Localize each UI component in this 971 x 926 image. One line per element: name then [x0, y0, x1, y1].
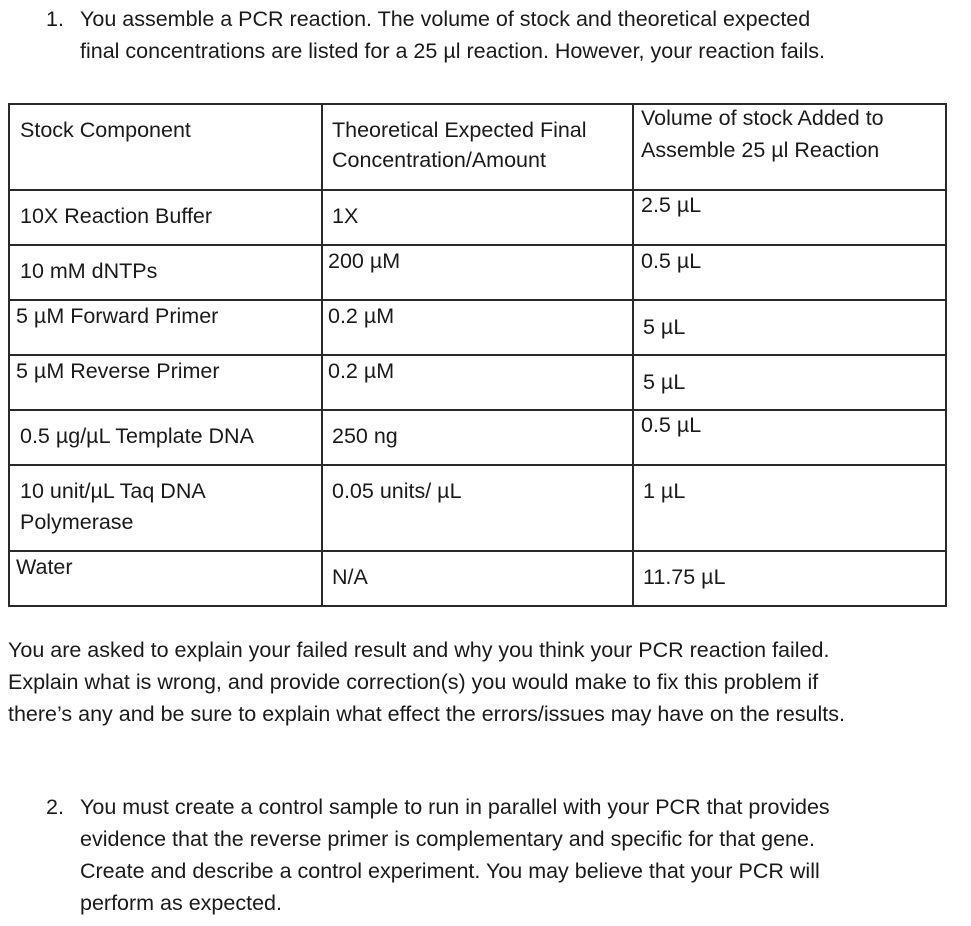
volume-cell — [633, 410, 946, 465]
header-component-label: Stock Component — [20, 118, 191, 142]
component-cell — [9, 355, 322, 410]
question-2-line: evidence that the reverse primer is complementary and specific for that gene. — [80, 827, 815, 851]
component-name: Water — [16, 555, 73, 579]
component-cell — [9, 245, 322, 300]
volume-value: 2.5 µL — [641, 193, 702, 217]
question-1-line: You assemble a PCR reaction. The volume of stock and theoretical expected — [80, 7, 811, 31]
header-volume-label: Assemble 25 µl Reaction — [641, 138, 880, 162]
component-cell — [9, 465, 322, 551]
component-cell — [9, 190, 322, 245]
concentration-cell — [322, 465, 633, 551]
volume-value: 0.5 µL — [641, 413, 702, 437]
table-row — [9, 300, 946, 355]
explanation-line: there’s any and be sure to explain what effect the errors/issues may have on the results. — [8, 702, 845, 726]
concentration-value: 0.05 units/ µL — [332, 479, 462, 503]
concentration-cell — [322, 551, 633, 606]
volume-value: 1 µL — [643, 479, 686, 503]
volume-value: 0.5 µL — [641, 249, 702, 273]
header-cell-volume — [633, 104, 946, 190]
question-2-text — [80, 791, 960, 919]
explanation-paragraph — [8, 634, 968, 730]
header-cell-component — [9, 104, 322, 190]
concentration-value: 0.2 µM — [328, 304, 395, 328]
volume-value: 11.75 µL — [643, 565, 726, 589]
concentration-cell — [322, 190, 633, 245]
table-row — [9, 355, 946, 410]
concentration-cell — [322, 300, 633, 355]
table-row — [9, 465, 946, 551]
header-cell-concentration — [322, 104, 633, 190]
question-1-line: final concentrations are listed for a 25 µl reaction. However, your reaction fails. — [80, 39, 825, 63]
component-name: 5 µM Reverse Primer — [16, 359, 220, 383]
question-1-number: 1. — [46, 7, 64, 31]
volume-value: 5 µL — [643, 370, 686, 394]
header-concentration-label: Theoretical Expected Final — [332, 118, 587, 142]
volume-cell — [633, 190, 946, 245]
component-name: 10 mM dNTPs — [20, 259, 158, 283]
question-1-text — [80, 3, 960, 67]
header-concentration-label: Concentration/Amount — [332, 148, 546, 172]
header-volume-label: Volume of stock Added to — [641, 106, 884, 130]
component-cell — [9, 300, 322, 355]
component-cell — [9, 410, 322, 465]
table-row — [9, 410, 946, 465]
concentration-cell — [322, 355, 633, 410]
volume-cell — [633, 551, 946, 606]
volume-value: 5 µL — [643, 315, 686, 339]
concentration-value: 0.2 µM — [328, 359, 395, 383]
question-2-number: 2. — [46, 795, 64, 819]
concentration-value: N/A — [332, 565, 368, 589]
concentration-value: 200 µM — [328, 249, 401, 273]
concentration-value: 250 ng — [332, 424, 398, 448]
question-2-line: You must create a control sample to run in parallel with your PCR that provides — [80, 795, 830, 819]
component-name: 10X Reaction Buffer — [20, 204, 213, 228]
component-cell — [9, 551, 322, 606]
component-name: 0.5 µg/µL Template DNA — [20, 424, 254, 448]
component-name: 10 unit/µL Taq DNA — [20, 479, 206, 503]
explanation-line: You are asked to explain your failed result and why you think your PCR reaction failed. — [8, 638, 830, 662]
volume-cell — [633, 300, 946, 355]
concentration-cell — [322, 245, 633, 300]
volume-cell — [633, 465, 946, 551]
explanation-line: Explain what is wrong, and provide correction(s) you would make to fix this problem if — [8, 670, 819, 694]
table-row — [9, 551, 946, 606]
concentration-value: 1X — [332, 204, 359, 228]
table-row — [9, 190, 946, 245]
table-row — [9, 245, 946, 300]
component-name: 5 µM Forward Primer — [16, 304, 219, 328]
question-2-line: perform as expected. — [80, 891, 282, 915]
question-2-line: Create and describe a control experiment. You may believe that your PCR will — [80, 859, 820, 883]
pcr-reaction-table — [8, 103, 947, 607]
concentration-cell — [322, 410, 633, 465]
volume-cell — [633, 245, 946, 300]
volume-cell — [633, 355, 946, 410]
component-name: Polymerase — [20, 510, 134, 534]
table-header-row — [9, 104, 946, 190]
